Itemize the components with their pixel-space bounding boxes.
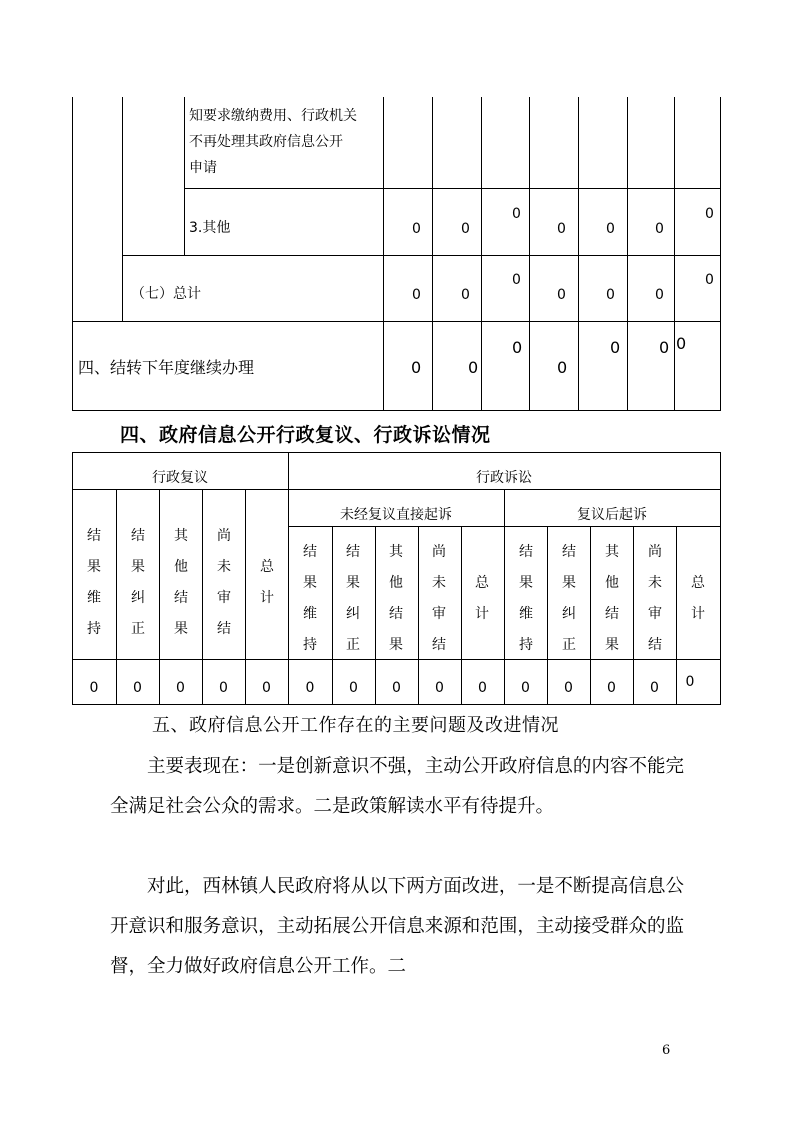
value-review-other: 0 (176, 680, 185, 696)
col-char: 果 (303, 575, 317, 591)
col-direct-upheld (299, 537, 321, 661)
col-review-total (256, 552, 278, 614)
other-value-5: 0 (606, 221, 615, 237)
carry-value-1: 0 (411, 358, 422, 377)
col-char: 结 (648, 637, 662, 653)
request-handling-table (0, 0, 793, 412)
header-suit-after-review: 复议后起诉 (577, 507, 647, 523)
col-char: 结 (87, 528, 101, 544)
carry-value-4: 0 (557, 358, 568, 377)
col-char: 审 (432, 606, 446, 622)
total-value-1: 0 (412, 287, 421, 303)
total-value-7: 0 (705, 272, 714, 288)
row-label-total: （七）总计 (131, 286, 201, 302)
table-row-text (189, 103, 381, 181)
col-char: 果 (605, 637, 619, 653)
total-value-5: 0 (606, 287, 615, 303)
row-label-carry-over: 四、结转下年度继续办理 (78, 358, 255, 377)
col-char: 正 (562, 637, 576, 653)
col-char: 维 (87, 590, 101, 606)
value-direct-total: 0 (478, 680, 487, 696)
paragraph-problems: 主要表现在：一是创新意识不强，主动公开政府信息的内容不能完全满足社会公众的需求。二是政策解读水平有待提升。 (110, 756, 684, 817)
col-after-pending (644, 537, 666, 661)
col-review-pending (213, 521, 235, 645)
col-char: 结 (432, 637, 446, 653)
col-char: 计 (475, 606, 489, 622)
col-after-total (687, 568, 709, 630)
col-char: 计 (691, 606, 705, 622)
col-char: 结 (562, 544, 576, 560)
other-value-3: 0 (512, 206, 521, 222)
value-review-corrected: 0 (133, 680, 142, 696)
row-text-line-2: 不再处理其政府信息公开 (189, 134, 343, 150)
carry-value-3: 0 (512, 338, 523, 357)
col-char: 果 (562, 575, 576, 591)
col-direct-corrected (342, 537, 364, 661)
col-char: 其 (389, 544, 403, 560)
carry-value-6: 0 (659, 338, 670, 357)
col-char: 结 (131, 528, 145, 544)
col-after-other (601, 537, 623, 661)
row-text-line-1: 知要求缴纳费用、行政机关 (189, 108, 357, 124)
col-char: 果 (389, 637, 403, 653)
total-value-3: 0 (512, 272, 521, 288)
col-char: 果 (87, 559, 101, 575)
header-admin-review: 行政复议 (152, 470, 208, 486)
value-review-pending: 0 (219, 680, 228, 696)
section-5-heading: 五、政府信息公开工作存在的主要问题及改进情况 (152, 715, 559, 736)
value-direct-pending: 0 (435, 680, 444, 696)
col-char: 维 (303, 606, 317, 622)
col-char: 结 (174, 590, 188, 606)
col-direct-total (471, 568, 493, 630)
value-direct-corrected: 0 (349, 680, 358, 696)
total-value-2: 0 (461, 287, 470, 303)
col-char: 持 (303, 637, 317, 653)
col-char: 尚 (432, 544, 446, 560)
value-after-total: 0 (685, 674, 695, 690)
header-direct-suit: 未经复议直接起诉 (340, 507, 452, 523)
total-value-6: 0 (655, 287, 664, 303)
col-char: 计 (260, 590, 274, 606)
header-admin-litigation: 行政诉讼 (476, 470, 532, 486)
col-review-upheld (83, 521, 105, 645)
col-char: 果 (174, 621, 188, 637)
col-char: 其 (605, 544, 619, 560)
carry-value-5: 0 (610, 338, 621, 357)
total-value-4: 0 (557, 287, 566, 303)
col-char: 持 (519, 637, 533, 653)
col-char: 未 (648, 575, 662, 591)
col-char: 结 (389, 606, 403, 622)
value-after-other: 0 (607, 680, 616, 696)
col-char: 他 (174, 559, 188, 575)
page-number: 6 (662, 1043, 671, 1058)
row-label-other: 3.其他 (189, 220, 231, 236)
col-after-corrected (558, 537, 580, 661)
col-direct-pending (428, 537, 450, 661)
value-after-upheld: 0 (521, 680, 530, 696)
col-char: 结 (217, 621, 231, 637)
col-char: 他 (605, 575, 619, 591)
other-value-6: 0 (655, 221, 664, 237)
other-value-7: 0 (705, 206, 714, 222)
other-value-2: 0 (461, 221, 470, 237)
col-char: 尚 (648, 544, 662, 560)
col-char: 果 (346, 575, 360, 591)
col-direct-other (385, 537, 407, 661)
col-char: 正 (131, 621, 145, 637)
section-4-heading: 四、政府信息公开行政复议、行政诉讼情况 (120, 424, 491, 446)
carry-value-2: 0 (468, 358, 479, 377)
col-char: 结 (605, 606, 619, 622)
other-value-4: 0 (557, 221, 566, 237)
col-char: 结 (346, 544, 360, 560)
value-after-pending: 0 (650, 680, 659, 696)
col-char: 总 (691, 575, 705, 591)
col-review-corrected (127, 521, 149, 645)
col-char: 果 (131, 559, 145, 575)
col-char: 其 (174, 528, 188, 544)
carry-value-7: 0 (676, 334, 687, 353)
col-char: 正 (346, 637, 360, 653)
col-char: 结 (519, 544, 533, 560)
col-char: 总 (260, 559, 274, 575)
col-review-other (170, 521, 192, 645)
value-review-total: 0 (262, 680, 271, 696)
col-char: 纠 (131, 590, 145, 606)
value-after-corrected: 0 (564, 680, 573, 696)
col-char: 纠 (346, 606, 360, 622)
value-review-upheld: 0 (89, 680, 99, 696)
col-char: 总 (475, 575, 489, 591)
col-char: 尚 (217, 528, 231, 544)
col-after-upheld (515, 537, 537, 661)
row-text-line-3: 申请 (189, 160, 217, 176)
paragraph-improvements: 对此，西林镇人民政府将从以下两方面改进，一是不断提高信息公开意识和服务意识，主动拓展公开信息来源和范围，主动接受群众的监督，全力做好政府信息公开工作。二 (110, 876, 684, 977)
value-direct-upheld: 0 (305, 680, 315, 696)
col-char: 结 (303, 544, 317, 560)
col-char: 纠 (562, 606, 576, 622)
col-char: 未 (432, 575, 446, 591)
col-char: 维 (519, 606, 533, 622)
other-value-1: 0 (412, 221, 421, 237)
col-char: 审 (217, 590, 231, 606)
col-char: 他 (389, 575, 403, 591)
col-char: 未 (217, 559, 231, 575)
col-char: 审 (648, 606, 662, 622)
col-char: 果 (519, 575, 533, 591)
col-char: 持 (87, 621, 101, 637)
value-direct-other: 0 (392, 680, 401, 696)
